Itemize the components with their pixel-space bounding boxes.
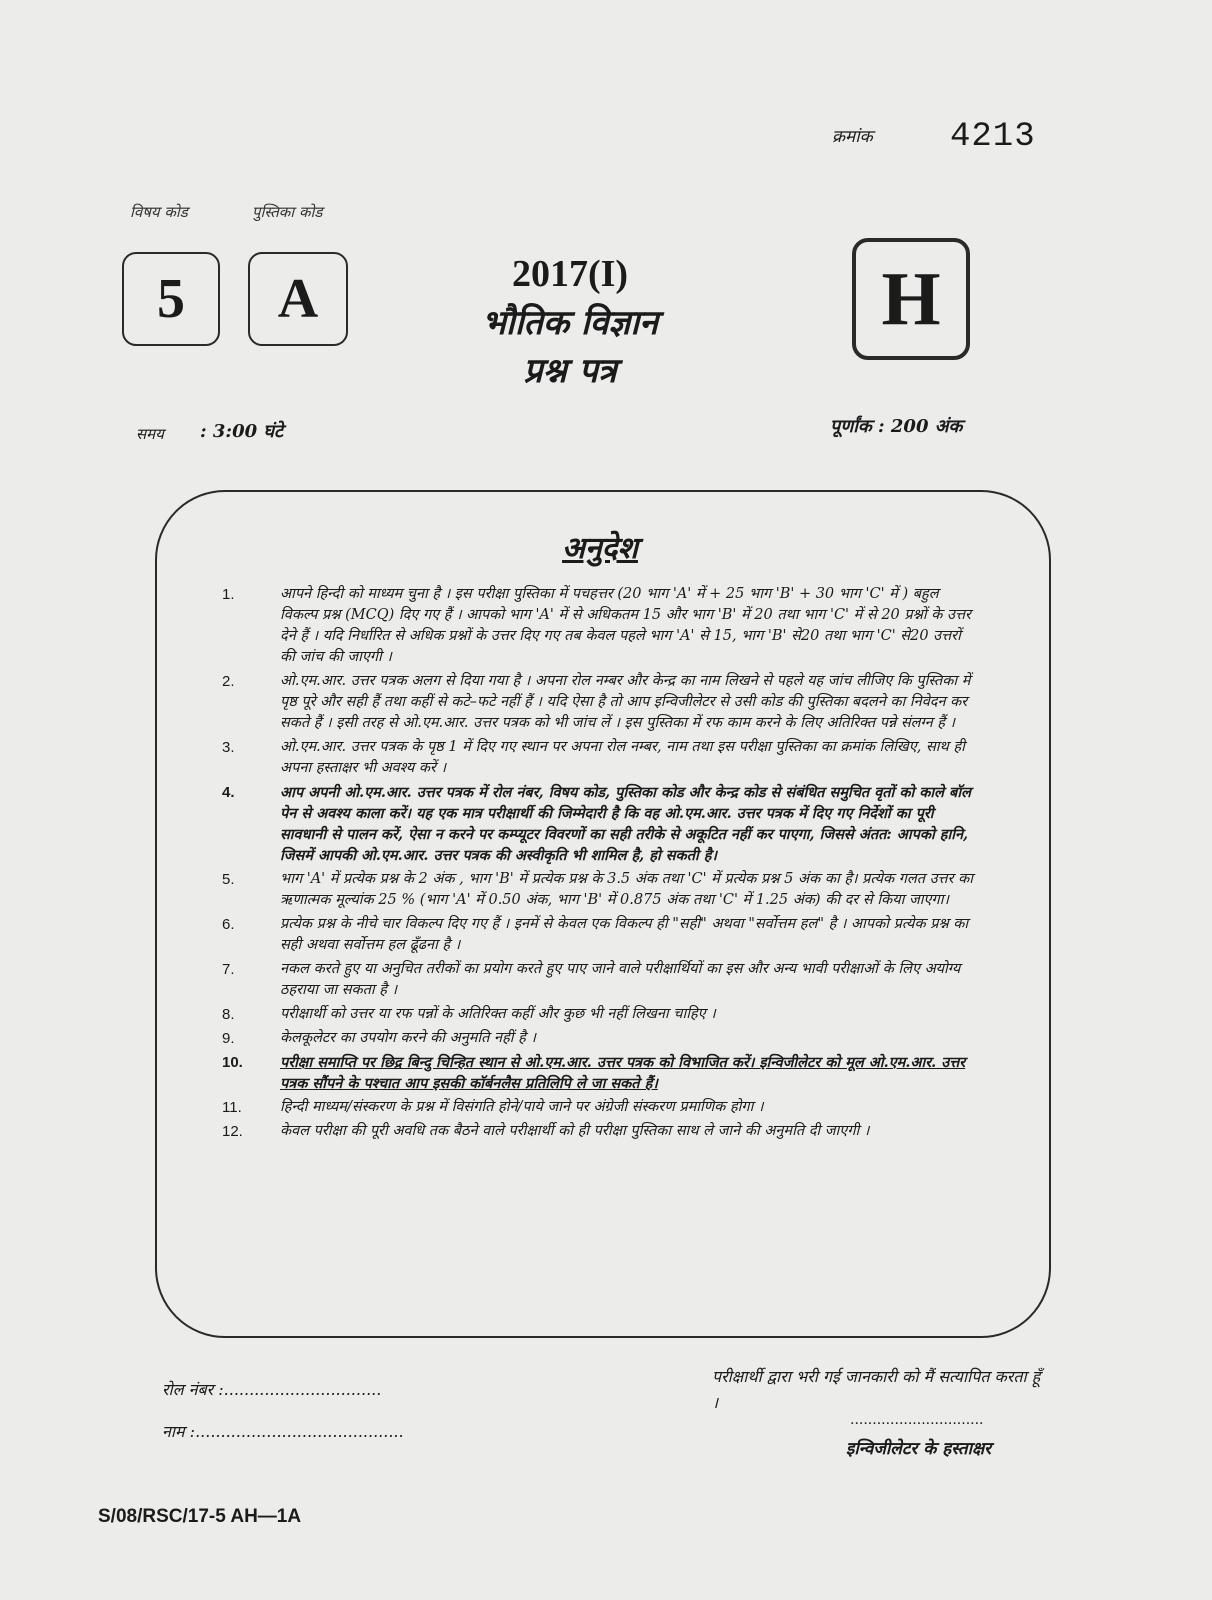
instruction-item [222,1097,974,1118]
instruction-number: 1. [222,586,235,603]
instruction-number: 4. [222,784,235,801]
roll-number-field: रोल नंबर :............................... [162,1380,382,1399]
subject-code-box: 5 [122,252,220,346]
signature-line: .............................. [850,1412,984,1428]
instruction-number: 7. [222,961,235,978]
instruction-item [222,959,974,1001]
serial-number-label: क्रमांक [832,127,873,147]
paper-title: प्रश्न पत्र [523,351,617,391]
instruction-item [222,671,974,734]
instruction-item [222,737,974,779]
instruction-item [222,869,974,911]
instruction-number: 9. [222,1030,235,1047]
instruction-number: 12. [222,1123,243,1140]
subject-title: भौतिक विज्ञान [481,303,659,343]
instruction-number: 11. [222,1099,242,1116]
instruction-number: 6. [222,916,235,933]
instruction-text: ओ.एम.आर. उत्तर पत्रक के पृष्ठ 1 में दिए गए स्थान पर अपना रोल नम्बर, नाम तथा इस परीक्षा पुस्तिका का क्रमांक लिखिए, साथ ही अपना हस्ताक्षर भी अवश्य करें । [280,739,965,776]
instruction-text: केवल परीक्षा की पूरी अवधि तक बैठने वाले परीक्षार्थी को ही परीक्षा पुस्तिका साथ ले जाने की अनुमति दी जाएगी । [280,1123,870,1139]
instruction-item [222,782,974,866]
serial-number: 4213 [950,118,1036,156]
instruction-text: आपने हिन्दी को माध्यम चुना है । इस परीक्षा पुस्तिका में पचहत्तर (20 भाग 'A' में + 25 भाग 'B' + 30 भाग 'C' में ) बहुल विकल्प प्रश्न (MCQ) दिए गए हैं । आपको भाग 'A' में से अधिकतम 15 और भाग 'B' में 20 तथा भाग 'C' में से 20 प्रश्नों के उत्तर देने हैं । यदि निर्धारित से अधिक प्रश्नों के उत्तर दिए गए तब केवल पहले भाग 'A' से 15, भाग 'B' से20 तथा भाग 'C' से20 उत्तरों की जांच की जाएगी । [280,586,971,665]
instruction-item [222,1052,974,1094]
instructions-heading: अनुदेश [562,531,638,566]
instruction-item [222,1004,974,1025]
instruction-text: केलकूलेटर का उपयोग करने की अनुमति नहीं है । [280,1030,536,1046]
instruction-text: ओ.एम.आर. उत्तर पत्रक अलग से दिया गया है । अपना रोल नम्बर और केन्द्र का नाम लिखने से पहले यह जांच लीजिए कि पुस्तिका में पृष्ठ पूरे और सही हैं तथा कहीं से कटे–फटे नहीं हैं । यदि ऐसा है तो आप इन्विजीलेटर से उसी कोड की पुस्तिका बदलने का निवेदन कर सकते हैं । इसी तरह से ओ.एम.आर. उत्तर पत्रक को भी जांच लें । इस पुस्तिका में रफ काम करने के लिए अतिरिक्त पन्ने संलग्न हैं । [280,673,971,731]
booklet-code-box: A [248,252,348,346]
name-field: नाम :......................................... [162,1422,404,1441]
instruction-text: प्रत्येक प्रश्न के नीचे चार विकल्प दिए गए हैं । इनमें से केवल एक विकल्प ही "सही" अथवा "सर्वोत्तम हल" है । आपको प्रत्येक प्रश्न का सही अथवा सर्वोत्तम हल ढूँढना है । [280,916,969,953]
instruction-number: 8. [222,1006,235,1023]
document-code: S/08/RSC/17-5 AH—1A [98,1506,302,1527]
invigilator-signature-label: इन्विजीलेटर के हस्ताक्षर [846,1439,992,1459]
booklet-code-label: पुस्तिका कोड [252,203,323,221]
exam-year: 2017(I) [511,253,629,295]
instruction-text: आप अपनी ओ.एम.आर. उत्तर पत्रक में रोल नंबर, विषय कोड, पुस्तिका कोड और केन्द्र कोड से संबंधित समुचित वृतों को काले बॉल पेन से अवश्य काला करें। यह एक मात्र परीक्षार्थी की जिम्मेदारी है कि वह ओ.एम.आर. उत्तर पत्रक में दिए गए निर्देशों का पूरी सावधानी से पालन करें, ऐसा न करने पर कम्प्यूटर विवरणों का सही तरीके से अकूटित नहीं कर पाएगा, जिससे अंतत: आपको हानि, जिसमें आपकी ओ.एम.आर. उत्तर पत्रक की अस्वीकृति भी शामिल है, हो सकती है। [280,784,971,864]
time-value: : 3:00 घंटे [200,421,284,442]
instruction-item [222,1121,974,1142]
instruction-item [222,1028,974,1049]
instruction-text: हिन्दी माध्यम/संस्करण के प्रश्न में विसंगति होने/पाये जाने पर अंग्रेजी संस्करण प्रमाणिक होगा । [280,1099,764,1115]
max-marks: पूर्णांक : 200 अंक [830,416,963,437]
instruction-text: परीक्षार्थी को उत्तर या रफ पन्नों के अतिरिक्त कहीं और कुछ भी नहीं लिखना चाहिए । [280,1006,716,1022]
instruction-number: 2. [222,673,235,690]
instruction-text: नकल करते हुए या अनुचित तरीकों का प्रयोग करते हुए पाए जाने वाले परीक्षार्थियों का इस और अन्य भावी परीक्षाओं के लिए अयोग्य ठहराया जा सकता है । [280,961,961,998]
instruction-number: 3. [222,739,235,756]
verification-statement: परीक्षार्थी द्वारा भरी गई जानकारी को मैं सत्यापित करता हूँ । [712,1367,1041,1412]
time-label: समय [136,425,164,443]
series-code-box: H [852,238,970,360]
instruction-text: परीक्षा समाप्ति पर छिद्र बिन्दु चिन्हित स्थान से ओ.एम.आर. उत्तर पत्रक को विभाजित करें। इन्विजीलेटर को मूल ओ.एम.आर. उत्तर पत्रक सौंपने के पश्चात आप इसकी कॉर्बनलैस प्रतिलिपि ले जा सकते हैं। [280,1054,966,1092]
instruction-number: 5. [222,871,235,888]
instructions-list [222,584,974,1145]
subject-code-label: विषय कोड [130,203,188,221]
instruction-item [222,584,974,668]
instruction-item [222,914,974,956]
instruction-number: 10. [222,1054,243,1071]
instruction-text: भाग 'A' में प्रत्येक प्रश्न के 2 अंक , भाग 'B' में प्रत्येक प्रश्न के 3.5 अंक तथा 'C' में प्रत्येक प्रश्न 5 अंक का है। प्रत्येक गलत उत्तर का ऋणात्मक मूल्यांक 25 % (भाग 'A' में 0.50 अंक, भाग 'B' में 0.875 अंक तथा 'C' में 1.25 अंक) की दर से किया जाएगा। [280,871,974,908]
